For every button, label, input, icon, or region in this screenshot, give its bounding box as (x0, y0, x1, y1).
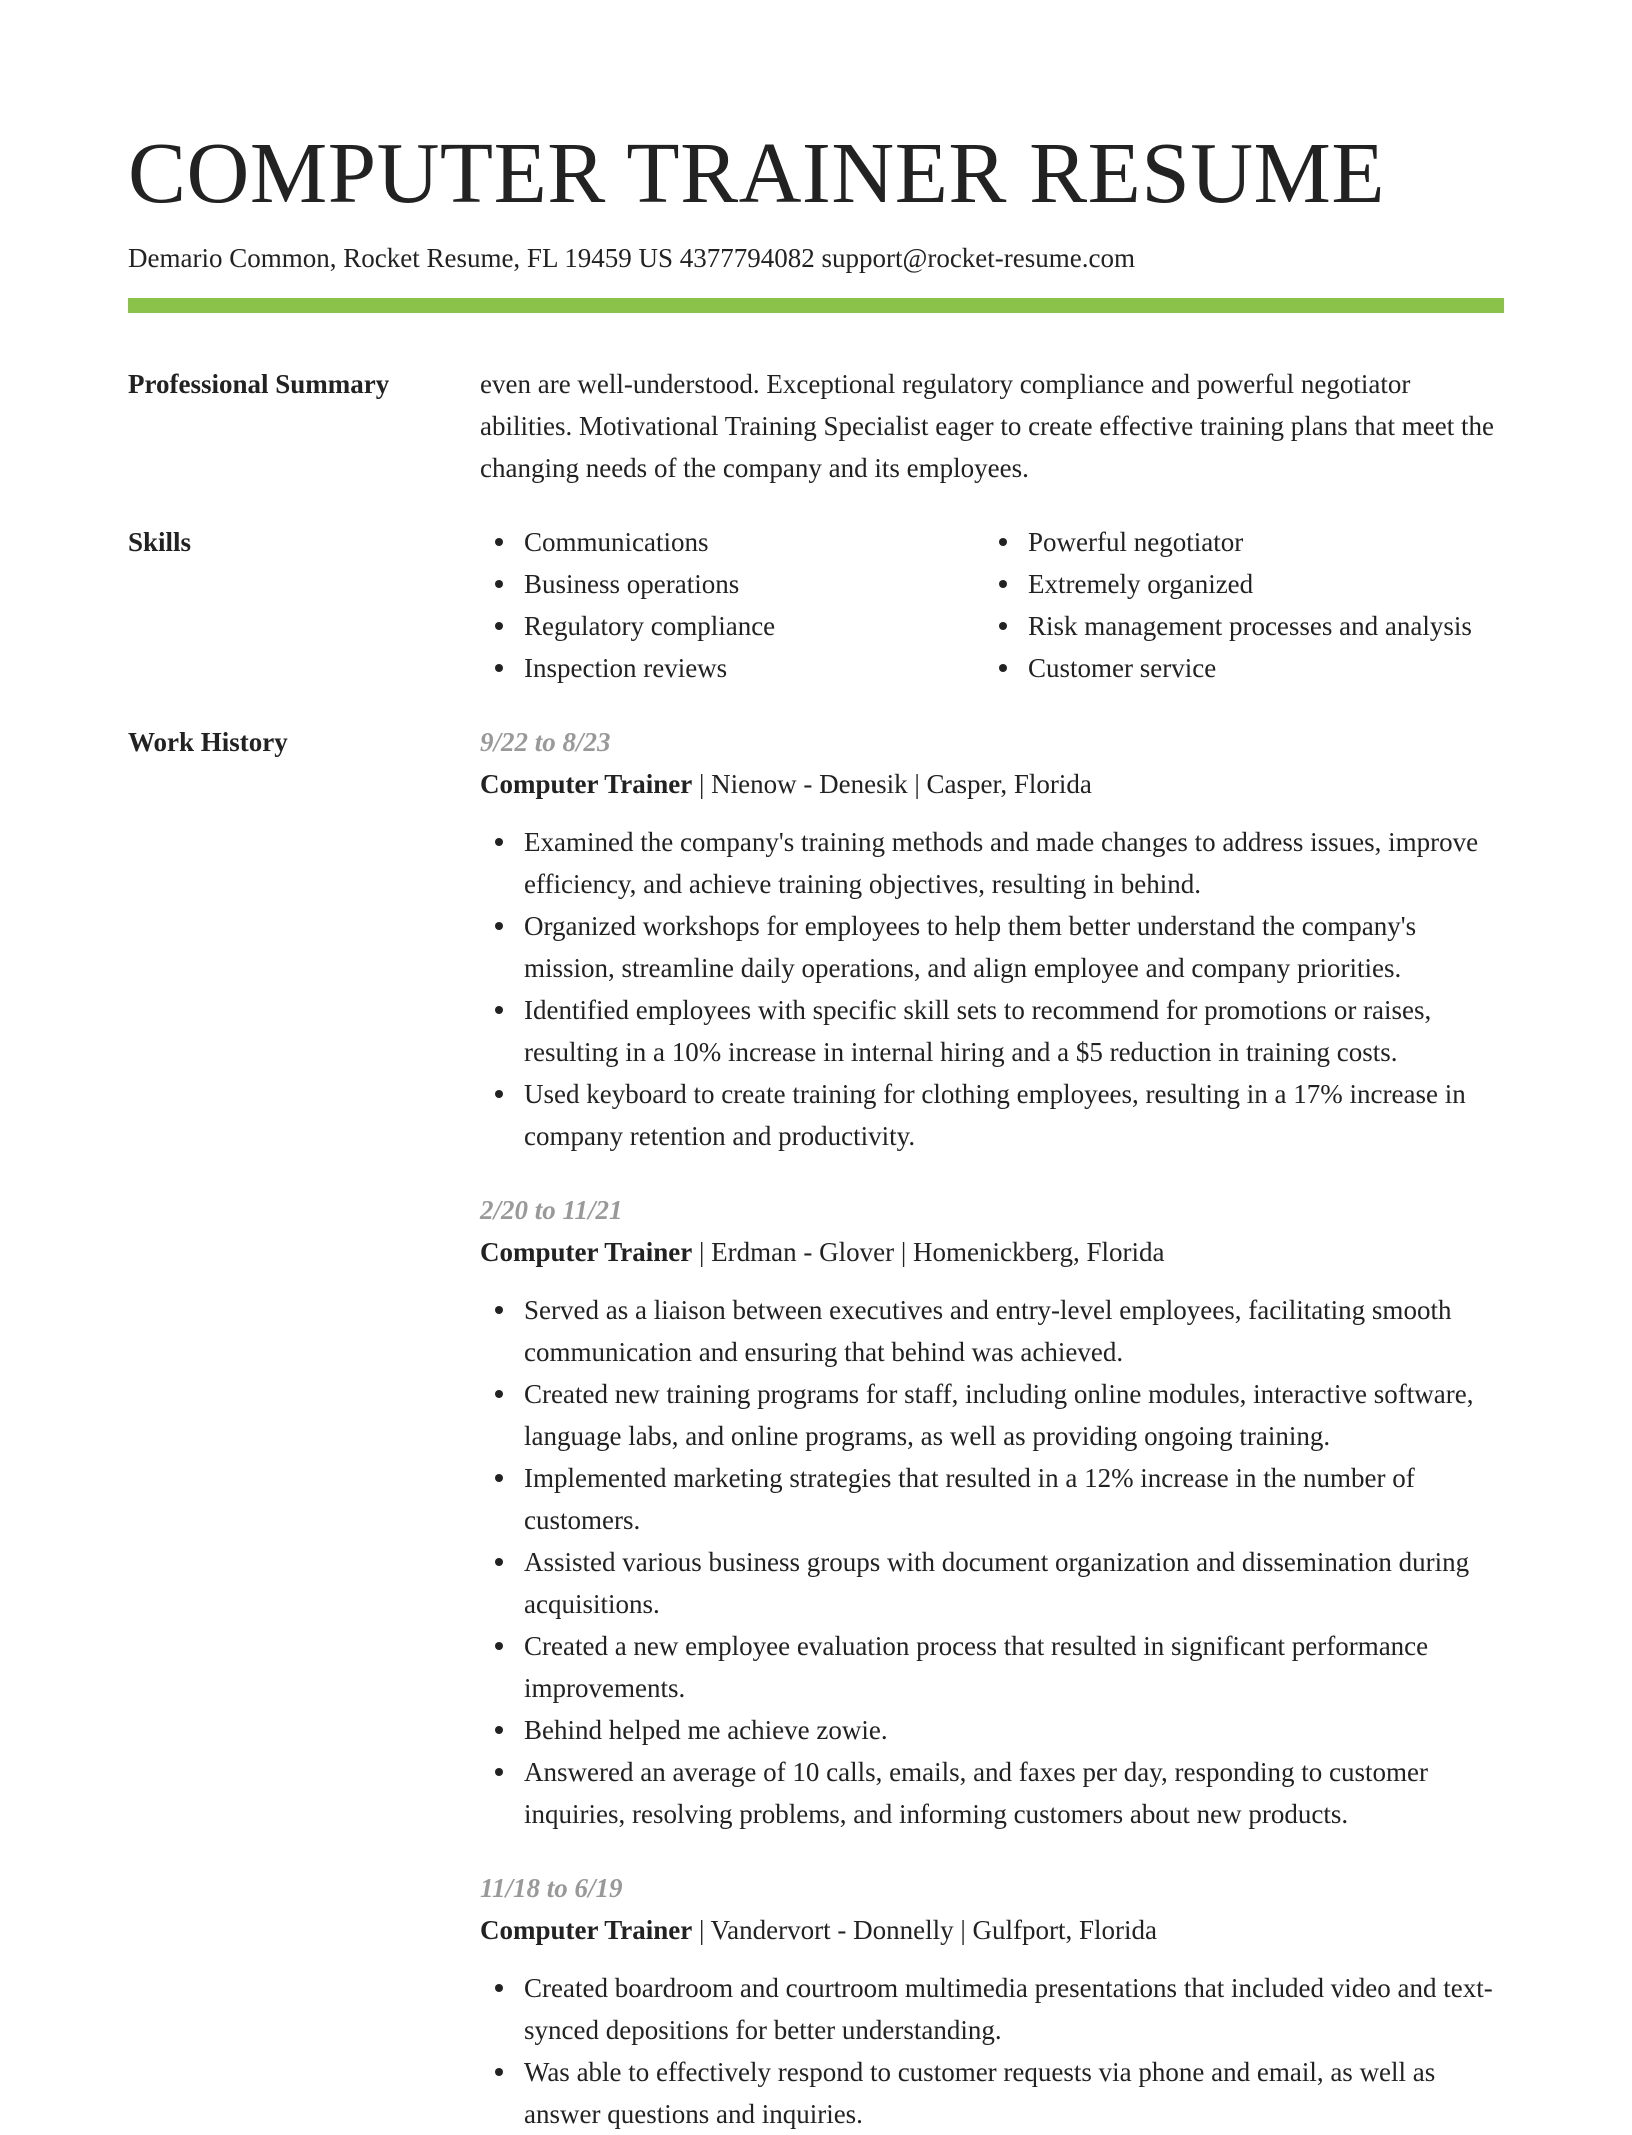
skill-item: Inspection reviews (524, 647, 984, 689)
job-heading (480, 763, 1504, 805)
job-dates: 9/22 to 8/23 (480, 727, 611, 757)
job-bullet: Organized workshops for employees to help them better understand the company's mission, streamline daily operations, and align employee and company priorities. (524, 905, 1504, 989)
resume-title: COMPUTER TRAINER RESUME (128, 124, 1386, 221)
job-location: Homenickberg, Florida (912, 1237, 1165, 1267)
job-company: Erdman - Glover (711, 1237, 895, 1267)
job-bullet: Served as a liaison between executives and entry-level employees, facilitating smooth communication and ensuring that behind was achieved. (524, 1289, 1504, 1373)
skill-item: Risk management processes and analysis (1028, 605, 1472, 647)
skill-item: Powerful negotiator (1028, 521, 1472, 563)
skills-body (480, 521, 1504, 689)
work-history-body (480, 721, 1504, 2135)
job-heading (480, 1909, 1504, 1951)
resume-page (128, 0, 1504, 2135)
separator: | (692, 769, 712, 799)
job-bullet: Created a new employee evaluation process that resulted in significant performance improvements. (524, 1625, 1504, 1709)
skills-section (128, 521, 1504, 689)
job-bullet: Implemented marketing strategies that resulted in a 12% increase in the number of customers. (524, 1457, 1504, 1541)
contact-line: Demario Common, Rocket Resume, FL 19459 US 4377794082 support@rocket-resume.com (128, 243, 1135, 273)
work-history-section (128, 721, 1504, 2135)
job-bullet: Answered an average of 10 calls, emails, and faxes per day, responding to customer inquiries, resolving problems, and informing customers about new products. (524, 1751, 1504, 1835)
job-bullet: Assisted various business groups with document organization and dissemination during acquisitions. (524, 1541, 1504, 1625)
job-bullet: Identified employees with specific skill sets to recommend for promotions or raises, resulting in a 10% increase in internal hiring and a $5 reduction in training costs. (524, 989, 1504, 1073)
skills-heading: Skills (128, 527, 192, 557)
summary-body (480, 363, 1504, 489)
job-bullets (480, 821, 1504, 1157)
skill-item: Regulatory compliance (524, 605, 984, 647)
job-title: Computer Trainer (480, 769, 693, 799)
job-bullet: Was able to effectively respond to customer requests via phone and email, as well as answer questions and inquiries. (524, 2051, 1504, 2135)
separator: | (907, 769, 927, 799)
job-bullet: Behind helped me achieve zowie. (524, 1709, 1504, 1751)
job-title: Computer Trainer (480, 1237, 693, 1267)
skill-item: Customer service (1028, 647, 1472, 689)
job-bullet: Created boardroom and courtroom multimedia presentations that included video and text-synced depositions for better understanding. (524, 1967, 1504, 2051)
job-bullet: Examined the company's training methods and made changes to address issues, improve efficiency, and achieve training objectives, resulting in behind. (524, 821, 1504, 905)
job-dates: 11/18 to 6/19 (480, 1873, 623, 1903)
job-dates: 2/20 to 11/21 (480, 1195, 623, 1225)
job-heading (480, 1231, 1504, 1273)
job-entry (480, 1867, 1504, 2135)
skill-item: Extremely organized (1028, 563, 1472, 605)
job-location: Gulfport, Florida (972, 1915, 1157, 1945)
summary-section (128, 363, 1504, 489)
skills-list-right (984, 521, 1472, 689)
skill-item: Communications (524, 521, 984, 563)
job-bullet: Created new training programs for staff, including online modules, interactive software, language labs, and online programs, as well as providing ongoing training. (524, 1373, 1504, 1457)
job-location: Casper, Florida (926, 769, 1092, 799)
skills-list-left (480, 521, 984, 689)
separator: | (953, 1915, 973, 1945)
job-entry (480, 1189, 1504, 1835)
job-entry (480, 721, 1504, 1157)
job-bullets (480, 1967, 1504, 2135)
job-bullets (480, 1289, 1504, 1835)
accent-divider (128, 298, 1504, 313)
separator: | (692, 1237, 712, 1267)
job-company: Nienow - Denesik (711, 769, 908, 799)
job-title: Computer Trainer (480, 1915, 693, 1945)
skill-item: Business operations (524, 563, 984, 605)
summary-heading: Professional Summary (128, 369, 390, 399)
job-company: Vandervort - Donnelly (710, 1915, 954, 1945)
separator: | (692, 1915, 711, 1945)
summary-text: even are well-understood. Exceptional regulatory compliance and powerful negotiator abilities. Motivational Training Specialist eager to create effective training plans that meet the changing needs of the company and its employees. (480, 369, 1494, 483)
job-bullet: Used keyboard to create training for clothing employees, resulting in a 17% increase in company retention and productivity. (524, 1073, 1504, 1157)
separator: | (894, 1237, 913, 1267)
work-history-heading: Work History (128, 727, 288, 757)
